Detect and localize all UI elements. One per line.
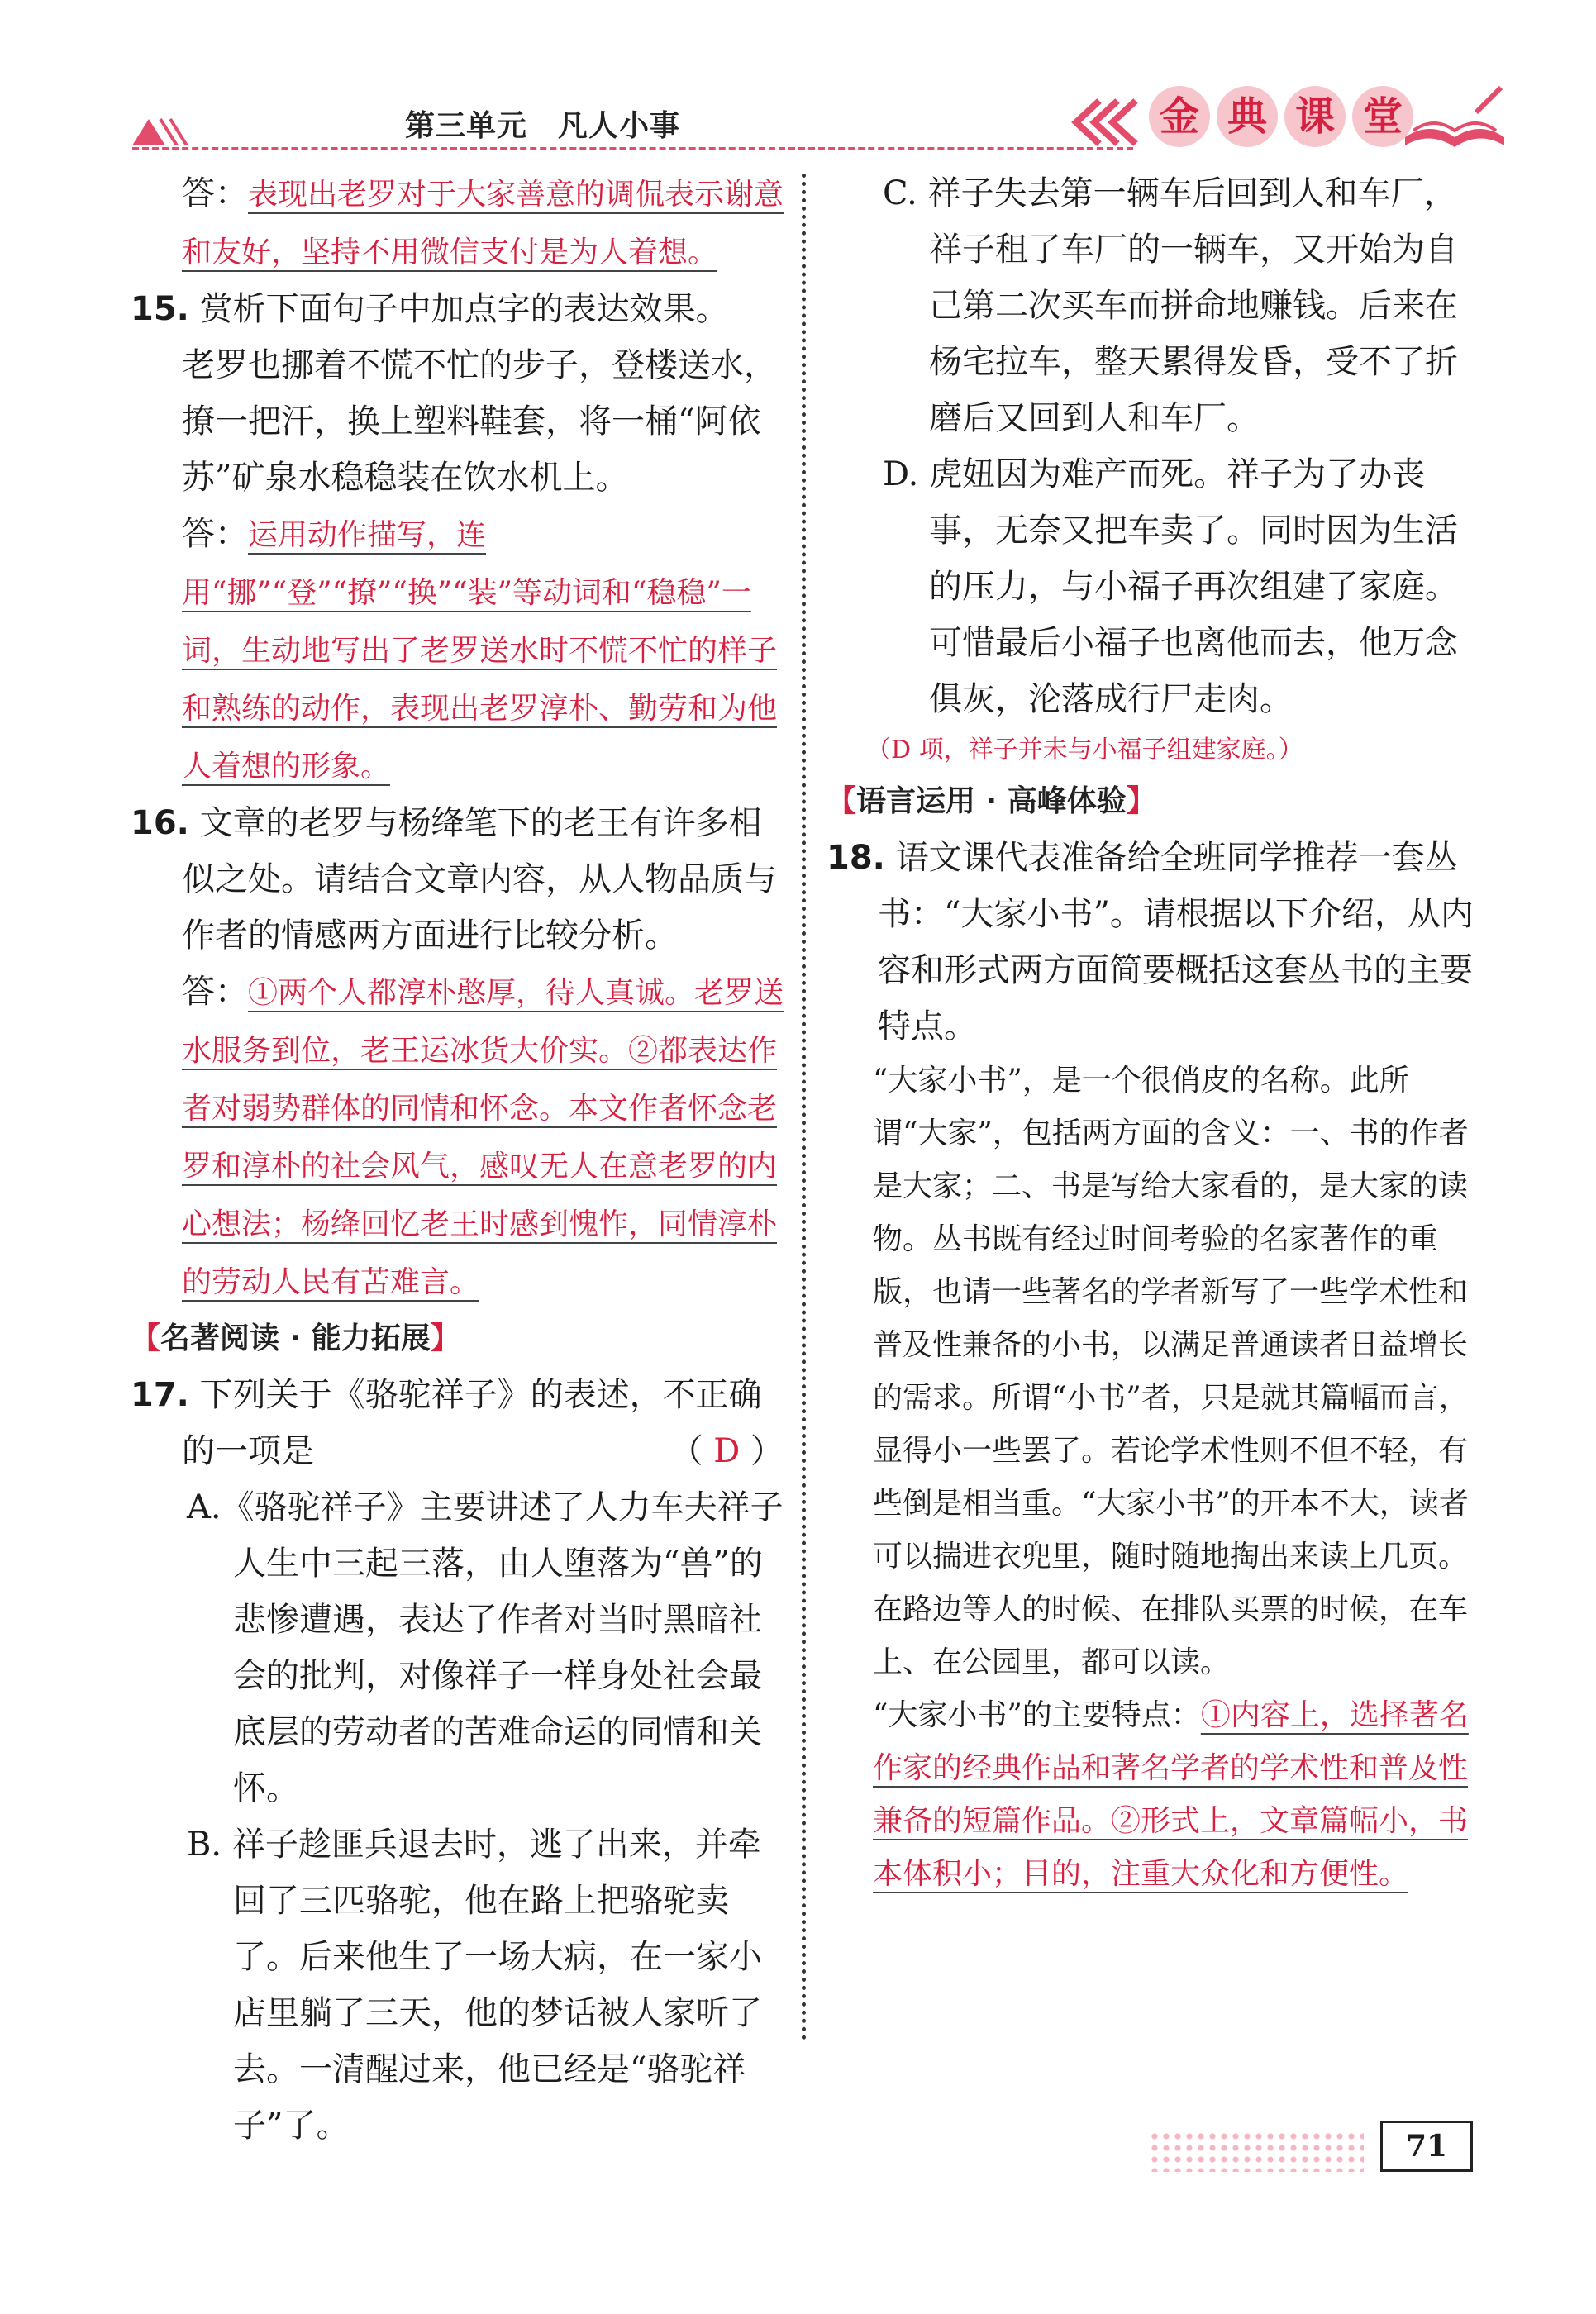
q17-note: （D 项，祥子并未与小福子组建家庭。） [866, 736, 1303, 764]
answer-label: 答： [182, 515, 248, 553]
header-divider [132, 147, 1133, 150]
left-column [131, 165, 784, 2154]
q18-passage: “大家小书”，是一个很俏皮的名称。此所谓“大家”，包括两方面的含义：一、书的作者是大家；二、书是写给大家看的，是大家的读物。丛书既有经过时间考验的名家著作的重版，也请一些著名的学者新写了一些学术性和普及性兼备的小书，以满足普通读者日益增长的需求。所谓“小书”者，只是就其篇幅而言，显得小一些罢了。若论学术性则不但不轻，有些倒是相当重。“大家小书”的开本不大，读者可以揣进衣兜里，随时随地掏出来读上几页。在路边等人的时候、在排队买票的时候，在车上、在公园里，都可以读。 [873, 1064, 1469, 1679]
q16-number: 16. [131, 804, 189, 842]
answer-label: 答： [182, 174, 248, 212]
brand-char: 典 [1217, 86, 1278, 147]
q16-answer: ①两个人都淳朴憨厚，待人真诚。老罗送水服务到位，老王运冰货大价实。②都表达作者对弱势群体的同情和怀念。本文作者怀念老罗和淳朴的社会风气，感叹无人在意老罗的内心想法；杨绛回忆老王时感到愧怍，同情淳朴的劳动人民有苦难言。 [182, 976, 784, 1299]
option-d: D. 虎妞因为难产而死。祥子为了办丧事，无奈又把车卖了。同时因为生活的压力，与小福子再次组建了家庭。可惜最后小福子也离他而去，他万念俱灰，沦落成行尸走肉。 [883, 455, 1458, 718]
section-title: 名著阅读 · 能力拓展 [160, 1321, 431, 1355]
brand-logo [1149, 86, 1413, 152]
option-c: C. 祥子失去第一辆车后回到人和车厂，祥子租了车厂的一辆车，又开始为自己第二次买车而拼命地赚钱。后来在杨宅拉车，整天累得发昏，受不了折磨后又回到人和车厂。 [883, 174, 1458, 437]
footer-dot-pattern [1149, 2131, 1364, 2172]
q15-answer: 运用动作描写，连用“挪”“登”“撩”“换”“装”等动词和“稳稳”一词，生动地写出了老罗送水时不慌不忙的样子和熟练的动作，表现出老罗淳朴、勤劳和为他人着想的形象。 [182, 518, 778, 783]
section-title: 语言运用 · 高峰体验 [856, 784, 1127, 818]
q18-answer-block [827, 1689, 1479, 1901]
q17-number: 17. [131, 1376, 189, 1414]
q18-block [827, 830, 1479, 1055]
q17-block [131, 1367, 784, 1479]
q15-sentence: 老罗也挪着不慌不忙的步子，登楼送水，撩一把汗，换上塑料鞋套，将一桶“阿依苏”矿泉水稳稳装在饮水机上。 [182, 346, 777, 497]
q15-prompt: 赏析下面句子中加点字的表达效果。 [199, 290, 729, 328]
header-triangle-icon [132, 117, 190, 149]
q16-answer-block [131, 964, 784, 1311]
q18-prompt: 语文课代表准备给全班同学推荐一套丛书：“大家小书”。请根据以下介绍，从内容和形式两方面简要概括这套丛书的主要特点。 [878, 839, 1474, 1045]
q14-answer-block [131, 165, 784, 281]
answer-label: 答： [182, 973, 248, 1011]
option-b: B. 祥子趁匪兵退去时，逃了出来，并牵回了三匹骆驼，他在路上把骆驼卖了。后来他生了一场大病，在一家小店里躺了三天，他的梦话被人家听了去。一清醒过来，他已经是“骆驼祥子”了。 [187, 1826, 762, 2145]
right-column [827, 165, 1479, 1901]
unit-title: 第三单元 凡人小事 [405, 109, 681, 143]
q18-number: 18. [827, 839, 885, 877]
q15-block [131, 281, 784, 337]
chevron-left-icon [1066, 98, 1141, 150]
q14-answer: 表现出老罗对于大家善意的调侃表示谢意和友好，坚持不用微信支付是为人着想。 [182, 178, 784, 269]
option-a: A.《骆驼祥子》主要讲述了人力车夫祥子人生中三起三落，由人堕落为“兽”的悲惨遭遇，表达了作者对当时黑暗社会的批判，对像祥子一样身处社会最底层的劳动者的苦难命运的同情和关怀。 [187, 1488, 784, 1807]
q18-answer: ①内容上，选择著名作家的经典作品和著名学者的学术性和普及性兼备的短篇作品。②形式上，文章篇幅小，书本体积小；目的，注重大众化和方便性。 [873, 1698, 1469, 1891]
q16-prompt: 文章的老罗与杨绛笔下的老王有许多相似之处。请结合文章内容，从人物品质与作者的情感两方面进行比较分析。 [182, 804, 777, 955]
q18-lead: “大家小书”的主要特点： [873, 1698, 1201, 1732]
q16-block [131, 795, 784, 964]
section-heading: 【语言运用 · 高峰体验】 [827, 784, 1156, 818]
section-heading: 【名著阅读 · 能力拓展】 [131, 1321, 460, 1355]
open-book-icon [1397, 79, 1513, 157]
brand-char: 课 [1284, 86, 1346, 147]
q17-choice: D [713, 1432, 741, 1470]
column-divider [802, 174, 806, 2041]
q17-choice-box: （ D ） [669, 1432, 784, 1470]
brand-char: 金 [1149, 86, 1210, 147]
brand-char: 堂 [1352, 86, 1413, 147]
q17-prompt: 下列关于《骆驼祥子》的表述，不正确的一项是 [182, 1376, 762, 1470]
q15-answer-block [131, 506, 784, 795]
q15-number: 15. [131, 290, 189, 328]
page-number: 71 [1380, 2121, 1473, 2172]
